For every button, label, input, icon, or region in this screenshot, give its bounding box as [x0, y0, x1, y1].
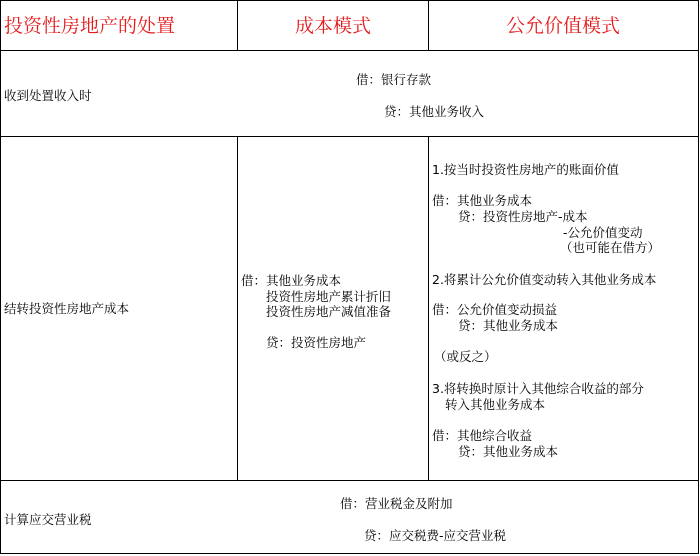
header-disposal: 投资性房地产的处置: [4, 15, 176, 37]
row-divider-header: [0, 50, 699, 51]
table-border-right: [698, 0, 699, 554]
receipt-credit-entry: 贷：其他业务收入: [384, 104, 485, 119]
fair-step-3: 3.将转换时原计入其他综合收益的部分: [432, 381, 644, 396]
table-border-bottom: [0, 553, 699, 554]
tax-debit-entry: 借：营业税金及附加: [340, 496, 453, 511]
fair-step-2-credit: 贷：其他业务成本: [458, 318, 559, 333]
receipt-debit-entry: 借：银行存款: [356, 72, 432, 87]
fair-step-1-credit-cost: 贷：投资性房地产-成本: [458, 209, 588, 224]
cost-debit-accumulated-depreciation: 投资性房地产累计折旧: [266, 289, 392, 304]
column-divider-1: [237, 0, 238, 51]
fair-step-3-continued: 转入其他业务成本: [445, 397, 546, 412]
fair-step-1-debit: 借：其他业务成本: [432, 193, 533, 208]
column-divider-2-transfer: [428, 136, 429, 481]
row-divider-transfer: [0, 480, 699, 481]
cost-credit-entry: 贷：投资性房地产: [266, 335, 367, 350]
fair-step-3-credit: 贷：其他业务成本: [458, 444, 559, 459]
fair-step-1-note: （也可能在借方）: [560, 240, 661, 255]
table-border-top: [0, 0, 699, 1]
column-divider-1-transfer: [237, 136, 238, 481]
cost-debit-entry: 借：其他业务成本: [241, 273, 342, 288]
row-label-tax: 计算应交营业税: [4, 512, 92, 527]
fair-step-2-debit: 借：公允价值变动损益: [432, 302, 558, 317]
header-cost-model: 成本模式: [295, 15, 372, 37]
fair-step-2: 2.将累计公允价值变动转入其他业务成本: [432, 272, 657, 287]
row-label-receipt: 收到处置收入时: [4, 88, 92, 103]
fair-step-3-debit: 借：其他综合收益: [432, 428, 533, 443]
fair-step-1: 1.按当时投资性房地产的账面价值: [432, 162, 619, 177]
fair-step-1-credit-fair-value-change: -公允价值变动: [563, 225, 643, 240]
tax-credit-entry: 贷：应交税费-应交营业税: [364, 528, 507, 543]
row-label-transfer: 结转投资性房地产成本: [4, 301, 130, 316]
table-border-left: [0, 0, 1, 554]
column-divider-2: [428, 0, 429, 51]
cost-debit-impairment: 投资性房地产减值准备: [266, 304, 392, 319]
row-divider-receipt: [0, 136, 699, 137]
header-fair-value-model: 公允价值模式: [506, 15, 621, 37]
fair-reverse-note: （或反之）: [434, 349, 497, 364]
